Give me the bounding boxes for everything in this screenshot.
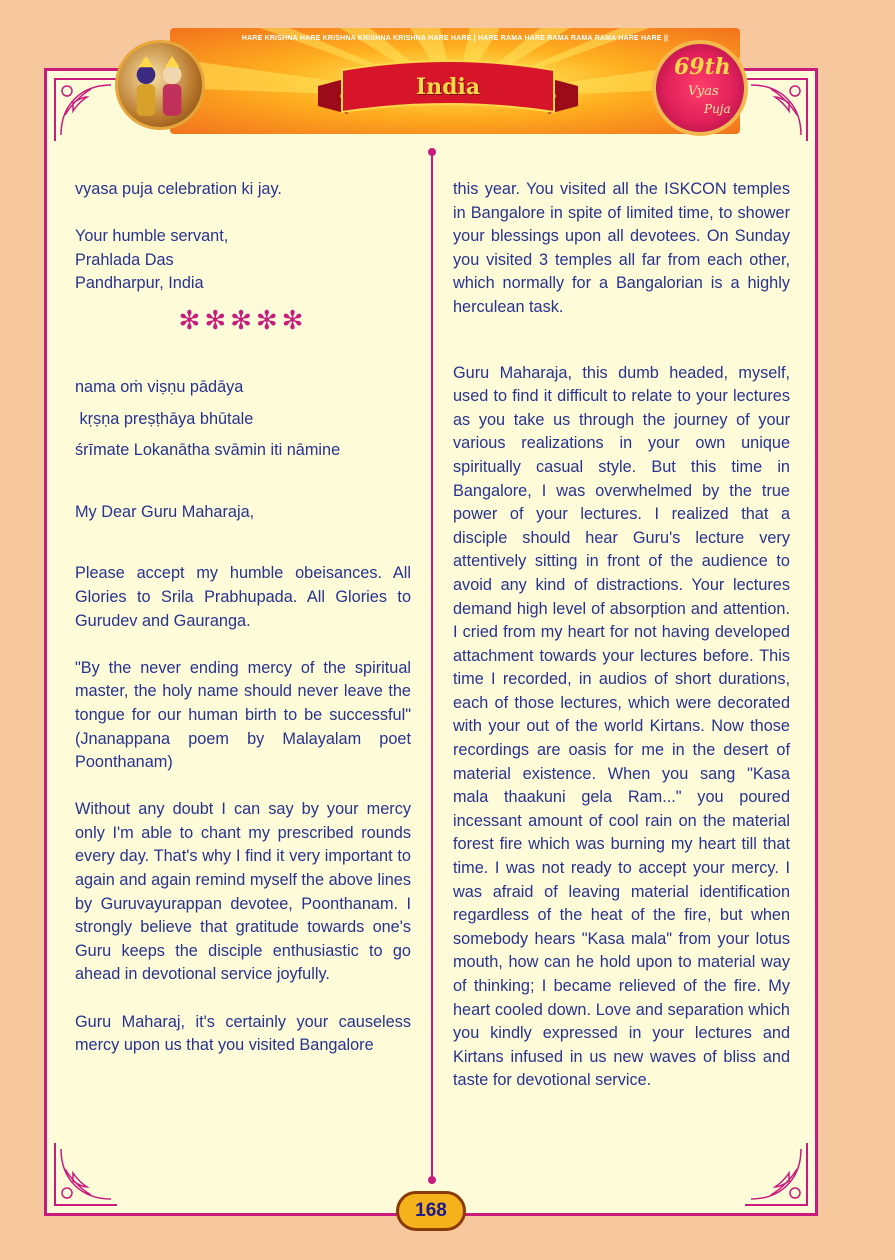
paragraph: Guru Maharaj, it's certainly your causeless mercy upon us that you visited Bangalore (75, 1012, 411, 1055)
column-divider (431, 152, 433, 1180)
closing-line: vyasa puja celebration ki jay. (75, 180, 282, 198)
author-name: Prahlada Das (75, 250, 174, 269)
paragraph: this year. You visited all the ISKCON temples in Bangalore in spite of limited time, to shower your blessings upon all devotees. On Sunday you visited 3 temples all far from each other, which normally for a Bangalorian is a highly herculean task. (453, 180, 790, 316)
page-title: India (415, 74, 481, 100)
seal-number: 69th (674, 54, 731, 80)
header-chant: HARE KRISHNA HARE KRISHNA KRISHNA KRISHNA HARE HARE | HARE RAMA HARE RAMA RAMA RAMA HARE HARE || (241, 35, 669, 42)
mantra-line: nama oṁ viṣṇu pādāya (75, 377, 244, 396)
divider-dot-icon (428, 1176, 436, 1184)
paragraph: Without any doubt I can say by your mercy only I'm able to chant my prescribed rounds every day. That's why I find it very important to again and again remind myself the above lines by Guruvayurappan devotee, Poonthanam. I strongly believe that gratitude towards one's Guru keeps the disciple enthusiastic to go ahead in devotional service joyfully. (75, 800, 411, 984)
right-column (453, 178, 790, 1093)
mantra-line: śrīmate Lokanātha svāmin iti nāmine (75, 441, 341, 460)
left-column (75, 178, 411, 1058)
seal-text-vyas: Vyas (688, 84, 719, 99)
paragraph: Guru Maharaja, this dumb headed, myself, used to find it difficult to relate to your lectures as you take us through the journey of your various realizations in your own unique spiritually casual style. But this time in Bangalore, I was overwhelmed by the true power of your lectures. I realized that a disciple should hear Guru's lecture very attentively sitting in front of the audience to avoid any kind of distractions. Your lectures demand high level of absorption and attention. I cried from my heart for not having developed attachment towards your lectures before. This time I recorded, in audios of short durations, each of those lectures, which were decorated with your out of the world Kirtans. Now those recordings are oasis for me in the desert of material existence. When you sang "Kasa mala thaakuni gela Ram..." you poured incessant amount of cool rain on the material forest fire which was burning my heart till that time. I was not ready to accept your mercy. I was afraid of leaving material identification regardless of the heat of the fire, but when somebody hears "Kasa mala" from your lotus mouth, how can he hold upon to material way of thinking; I became relieved of the fire. My heart cooled down. Love and separation which you kindly expressed in your lectures and Kirtans infused in us new waves of bliss and taste for devotional service. (453, 363, 790, 1090)
deity-image (115, 40, 205, 130)
paragraph: "By the never ending mercy of the spiritual master, the holy name should never leave the tongue for our human birth to be successful" (Jnanappana poem by Malayalam poet Poonthanam) (75, 658, 411, 772)
salutation: My Dear Guru Maharaja, (75, 502, 255, 521)
paragraph: Please accept my humble obeisances. All Glories to Srila Prabhupada. All Glories to Gurudev and Gauranga. (75, 564, 411, 630)
divider-dot-icon (428, 148, 436, 156)
star-separator-icon: ✻✻✻✻✻ (178, 304, 308, 335)
ornament-corner-icon (51, 1139, 121, 1209)
mantra-line: kṛṣṇa preṣṭhāya bhūtale (75, 409, 254, 428)
ornament-corner-icon (741, 1139, 811, 1209)
page-number: 168 (396, 1191, 466, 1231)
seal-text-puja: Puja (704, 102, 731, 116)
ornament-corner-icon (741, 75, 811, 145)
author-place: Pandharpur, India (75, 274, 204, 293)
signoff: Your humble servant, (75, 227, 229, 246)
title-ribbon (318, 56, 578, 126)
ornament-corner-icon (51, 75, 121, 145)
vyas-puja-seal (652, 40, 748, 136)
